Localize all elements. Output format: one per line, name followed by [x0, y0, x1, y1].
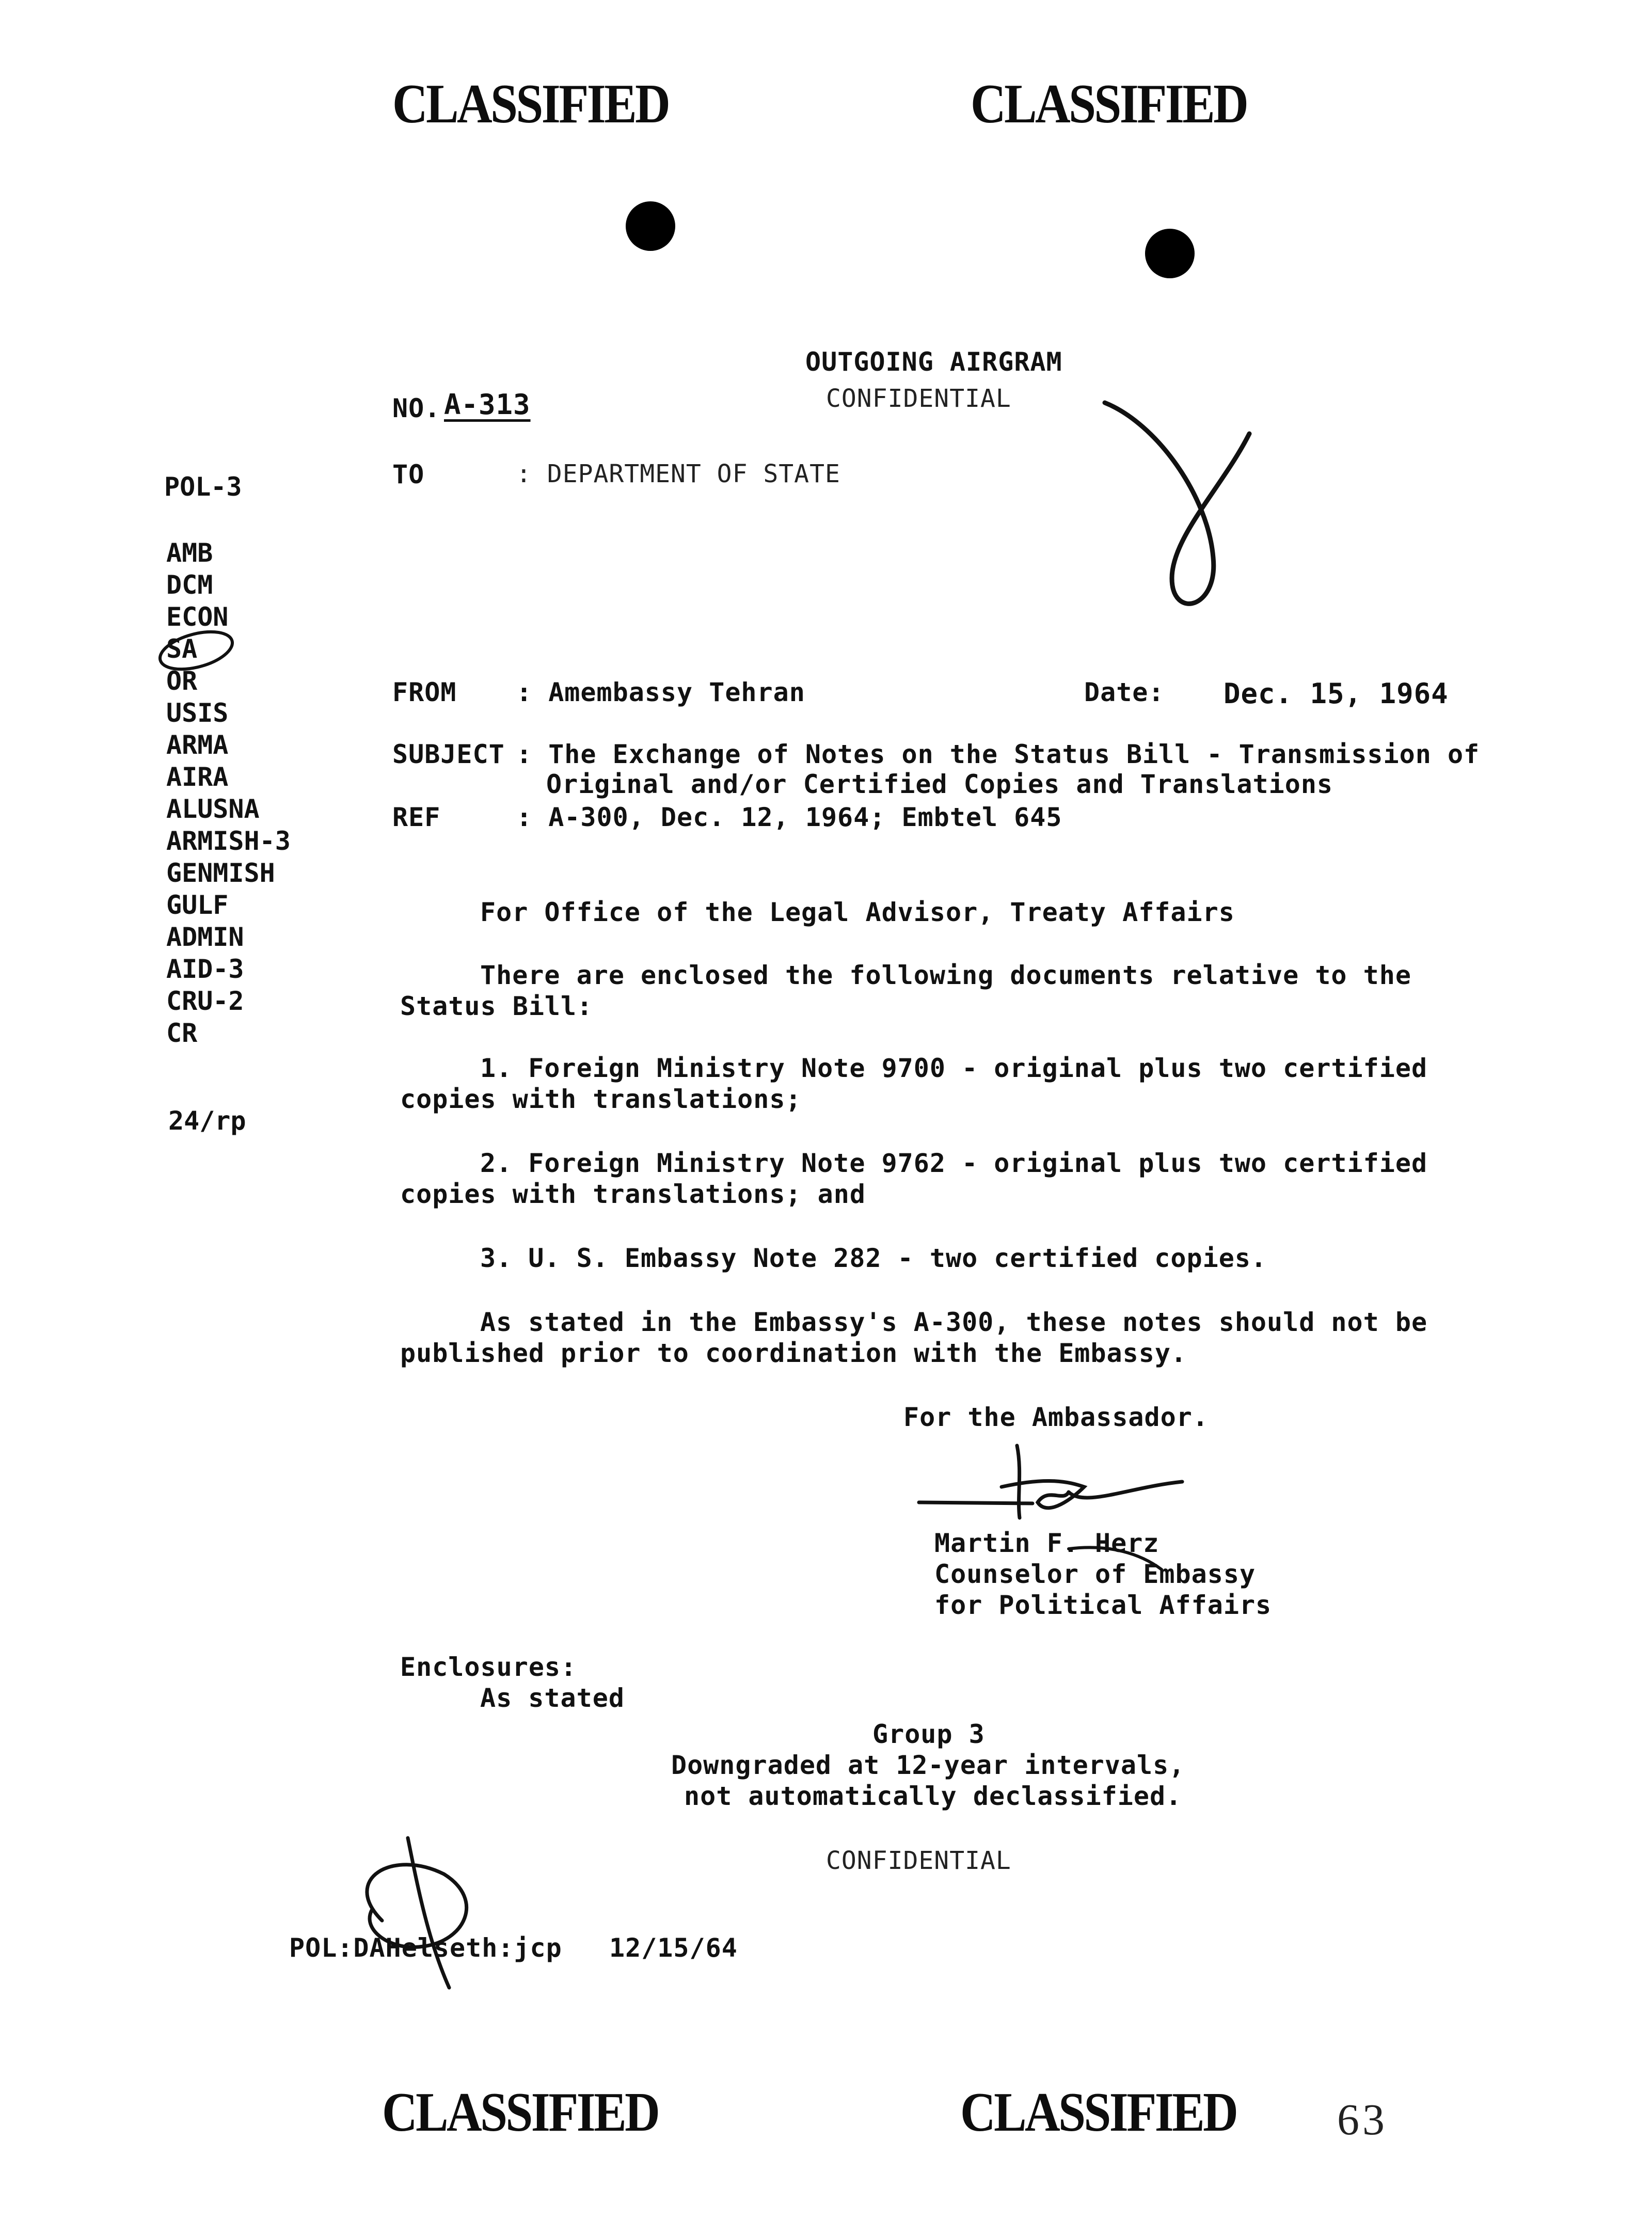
handwritten-routing-mark — [1094, 392, 1270, 640]
distribution-item: AMB — [166, 538, 213, 568]
closing-line-1: As stated in the Embassy's A-300, these notes should not be — [480, 1307, 1428, 1337]
intro-line-2: Status Bill: — [400, 991, 593, 1021]
item-3-line-1: 3. U. S. Embassy Note 282 - two certified copies. — [480, 1243, 1267, 1273]
item-2-line-1: 2. Foreign Ministry Note 9762 - original plus two certified — [480, 1148, 1428, 1178]
distribution-item: AIRA — [166, 762, 229, 792]
subject-label: SUBJECT — [392, 739, 505, 769]
distribution-item: ALUSNA — [166, 794, 260, 824]
distribution-item: CRU-2 — [166, 986, 244, 1016]
distribution-lead: POL-3 — [164, 472, 242, 502]
distribution-item: ARMA — [166, 730, 229, 760]
distribution-item: DCM — [166, 570, 213, 600]
distribution-item: AID-3 — [166, 954, 244, 984]
distribution-list — [166, 537, 291, 1049]
ref-value: : A-300, Dec. 12, 1964; Embtel 645 — [516, 802, 1062, 832]
distribution-item: USIS — [166, 698, 229, 728]
closing-line-2: published prior to coordination with the Embassy. — [400, 1338, 1187, 1368]
distribution-item: GENMISH — [166, 858, 275, 888]
classified-stamp-top-right: CLASSIFIED — [971, 73, 1247, 135]
for-ambassador: For the Ambassador. — [903, 1402, 1209, 1432]
distribution-initials: 24/rp — [168, 1106, 246, 1136]
item-2-line-2: copies with translations; and — [400, 1179, 866, 1209]
enclosures-value: As stated — [480, 1683, 625, 1713]
from-value: : Amembassy Tehran — [516, 677, 805, 707]
distribution-item: ADMIN — [166, 922, 244, 952]
signer-title-1: Counselor of Embassy — [934, 1559, 1256, 1589]
ref-label: REF — [392, 802, 441, 832]
date-label: Date: — [1084, 677, 1165, 707]
header-classification: CONFIDENTIAL — [826, 384, 1011, 413]
draft-date: 12/15/64 — [609, 1933, 738, 1963]
date-value: Dec. 15, 1964 — [1224, 677, 1449, 710]
airgram-number-label: NO. — [392, 393, 441, 423]
group-line-3: not automatically declassified. — [684, 1781, 1182, 1811]
attention-line: For Office of the Legal Advisor, Treaty Affairs — [480, 897, 1235, 927]
subject-line-2: Original and/or Certified Copies and Translations — [546, 769, 1333, 799]
from-label: FROM — [392, 677, 457, 707]
distribution-item: ECON — [166, 602, 229, 632]
airgram-number: A-313 — [444, 388, 531, 421]
distribution-item: GULF — [166, 890, 229, 920]
to-value: : DEPARTMENT OF STATE — [516, 459, 840, 488]
classified-stamp-top-left: CLASSIFIED — [392, 73, 669, 135]
classified-stamp-bottom-right: CLASSIFIED — [960, 2082, 1237, 2143]
airgram-title: OUTGOING AIRGRAM — [805, 347, 1062, 377]
drafter-line: POL:DAHelseth:jcp — [289, 1933, 562, 1963]
distribution-item: ARMISH-3 — [166, 826, 291, 856]
punch-hole-left — [626, 201, 675, 251]
punch-hole-right — [1145, 229, 1195, 278]
distribution-item: OR — [166, 666, 198, 696]
group-line-1: Group 3 — [872, 1719, 985, 1749]
signer-name: Martin F. Herz — [934, 1528, 1159, 1558]
intro-line-1: There are enclosed the following documents relative to the — [480, 960, 1411, 990]
page-number: 63 — [1337, 2095, 1388, 2144]
item-1-line-2: copies with translations; — [400, 1084, 802, 1114]
classified-stamp-bottom-left: CLASSIFIED — [382, 2082, 659, 2143]
to-label: TO — [392, 459, 425, 489]
handwritten-initials — [330, 1828, 547, 1998]
distribution-item: SA — [166, 634, 198, 664]
footer-classification: CONFIDENTIAL — [826, 1846, 1011, 1875]
enclosures-label: Enclosures: — [400, 1652, 577, 1682]
circled-mark — [155, 627, 243, 674]
group-line-2: Downgraded at 12-year intervals, — [671, 1750, 1185, 1780]
subject-line-1: : The Exchange of Notes on the Status Bill - Transmission of — [516, 739, 1480, 769]
distribution-item: CR — [166, 1018, 198, 1048]
signer-title-2: for Political Affairs — [934, 1590, 1272, 1620]
item-1-line-1: 1. Foreign Ministry Note 9700 - original plus two certified — [480, 1053, 1428, 1083]
